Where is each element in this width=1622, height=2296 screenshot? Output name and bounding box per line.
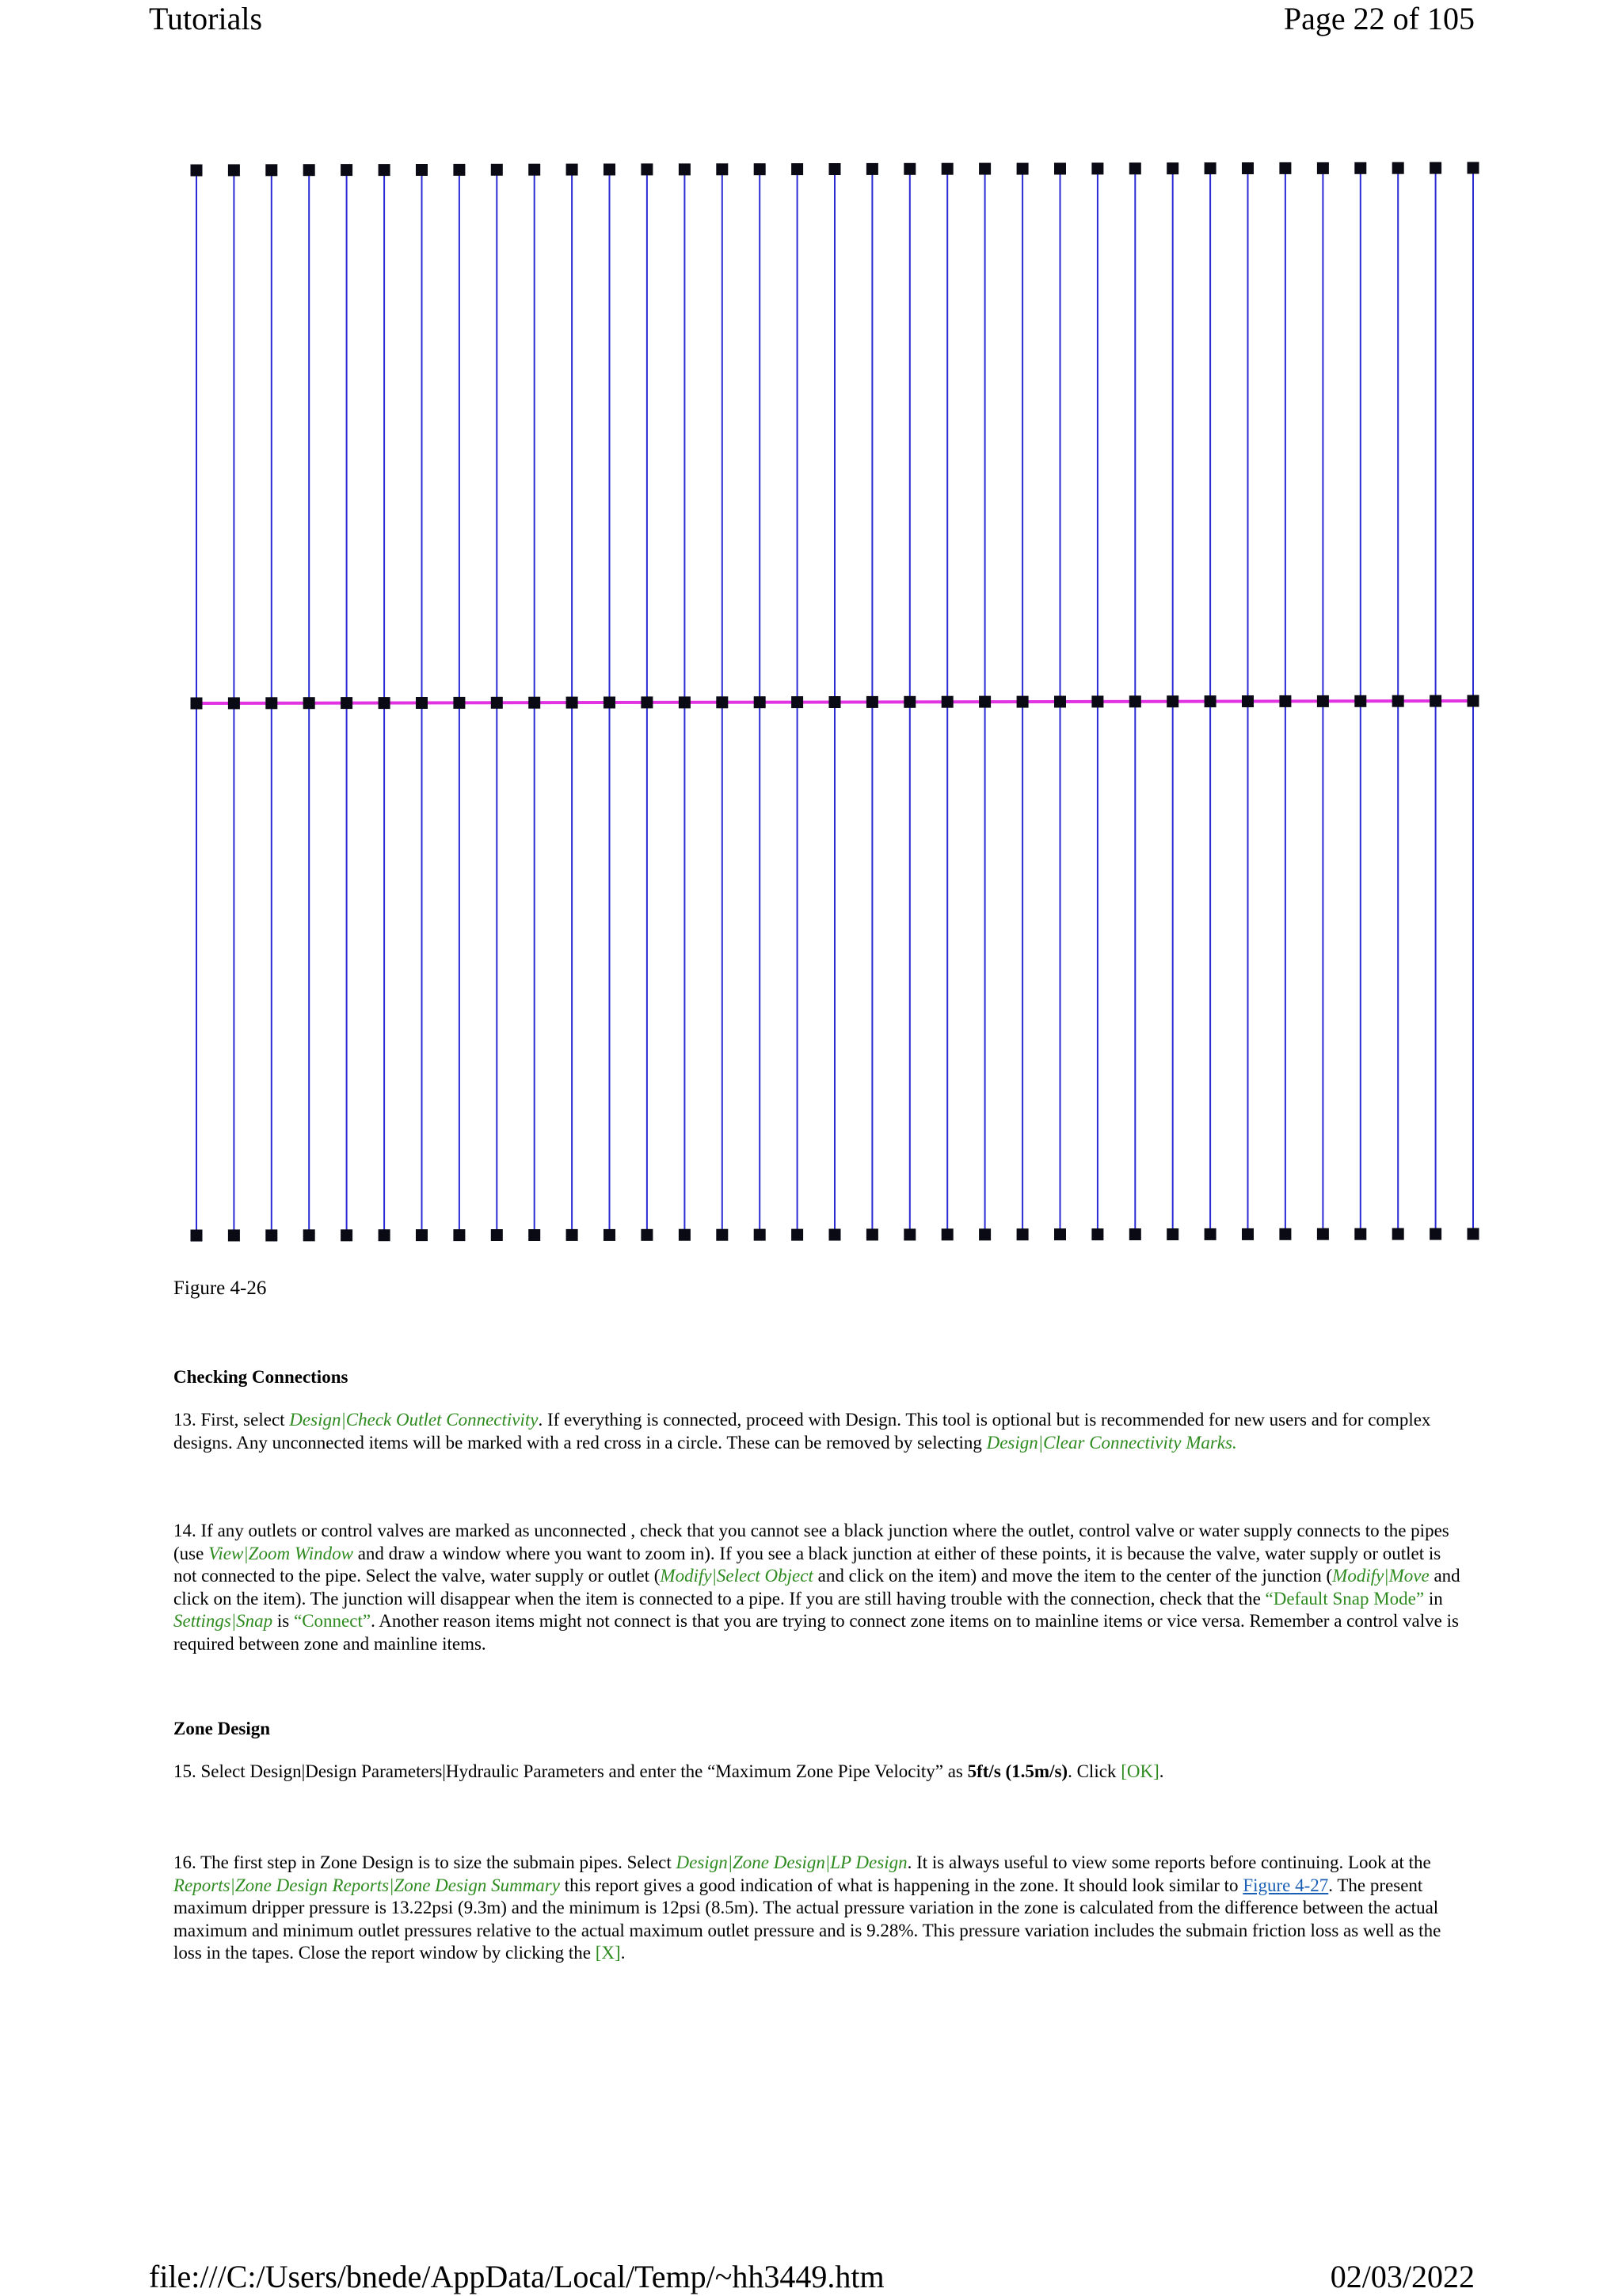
submain-junction (1167, 695, 1178, 707)
lateral-end-junction-bottom (1205, 1228, 1216, 1240)
lateral-end-junction-top (1091, 162, 1103, 174)
lateral-end-junction-bottom (1017, 1228, 1029, 1240)
lateral-end-junction-top (265, 164, 277, 176)
submain-junction (829, 696, 841, 708)
lateral-end-junction-top (603, 164, 615, 176)
lateral-end-junction-top (754, 163, 766, 175)
submain-junction (904, 696, 916, 708)
submain-junction (528, 697, 540, 709)
menu-command-settings-snap: Settings|Snap (173, 1611, 273, 1631)
menu-command-move: Modify|Move (1332, 1566, 1430, 1586)
lateral-end-junction-top (716, 163, 728, 175)
submain-junction (1205, 695, 1216, 707)
lateral-end-junction-top (791, 163, 803, 175)
lateral-end-junction-bottom (679, 1229, 691, 1241)
paragraph-step-16 (173, 1852, 1464, 1965)
lateral-end-junction-top (191, 165, 203, 177)
lateral-end-junction-bottom (1279, 1228, 1291, 1240)
lateral-end-junction-top (1430, 162, 1441, 174)
submain-junction (1392, 695, 1404, 707)
submain-junction (1129, 695, 1141, 707)
submain-junction (1354, 695, 1366, 707)
menu-command-select-object: Modify|Select Object (660, 1566, 813, 1586)
p16-text-c: this report gives a good indication of what is happening in the zone. It should look similar to (559, 1875, 1243, 1895)
submain-junction (979, 696, 991, 708)
paragraph-step-15 (173, 1761, 1464, 1784)
submain-junction (228, 697, 240, 709)
submain-junction (866, 696, 878, 708)
p14-text-c: and click on the item) and move the item to the center of the junction ( (813, 1566, 1333, 1586)
quoted-connect: “Connect” (294, 1611, 371, 1631)
submain-junction (603, 697, 615, 709)
submain-junction (1054, 696, 1066, 708)
submain-junction (341, 697, 352, 709)
header-page-number: Page 22 of 105 (1283, 1, 1475, 36)
menu-command-lp-design: Design|Zone Design|LP Design (676, 1852, 908, 1872)
lateral-end-junction-top (303, 164, 315, 176)
p14-text-e: in (1424, 1588, 1443, 1609)
lateral-end-junction-top (641, 163, 653, 175)
lateral-end-junction-top (1392, 162, 1404, 174)
lateral-end-junction-top (904, 163, 916, 175)
paragraph-step-14 (173, 1520, 1464, 1655)
velocity-value: 5ft/s (1.5m/s) (967, 1761, 1068, 1781)
lateral-end-junction-bottom (979, 1228, 991, 1240)
lateral-end-junction-top (1242, 162, 1254, 174)
lateral-end-junction-bottom (866, 1228, 878, 1240)
ok-button-reference: [OK] (1121, 1761, 1159, 1781)
p16-text-e: . (620, 1943, 626, 1963)
lateral-end-junction-bottom (791, 1229, 803, 1241)
lateral-end-junction-bottom (1242, 1228, 1254, 1240)
lateral-end-junction-bottom (603, 1229, 615, 1241)
header-section-title: Tutorials (149, 1, 263, 36)
lateral-end-junction-bottom (341, 1229, 352, 1241)
submain-junction (1430, 695, 1441, 707)
close-x-button-reference: [X] (595, 1943, 621, 1963)
p14-text-a: 14. If any outlets or control valves are marked as unconnected , check that you cannot see a black junction where the outlet, control valve or water supply connects to the pipes (use (173, 1521, 1449, 1563)
p13-text-b: . If everything is connected, proceed with Design. This tool is optional but is recommended for new users and for complex designs. Any unconnected items will be marked with a red cross in a circle. These can be removed by selecting (173, 1410, 1431, 1453)
submain-junction (379, 697, 390, 709)
lateral-end-junction-top (979, 163, 991, 175)
menu-command-zone-design-summary: Reports|Zone Design Reports|Zone Design Summary (173, 1875, 560, 1895)
submain-junction (1317, 695, 1329, 707)
submain-junction (191, 698, 203, 710)
p15-text-b: . Click (1068, 1761, 1121, 1781)
lateral-end-junction-top (679, 163, 691, 175)
lateral-end-junction-bottom (716, 1229, 728, 1241)
lateral-end-junction-top (1054, 163, 1066, 175)
lateral-end-junction-top (1317, 162, 1329, 174)
lateral-end-junction-bottom (191, 1230, 203, 1242)
lateral-end-junction-top (829, 163, 841, 175)
lateral-end-junction-bottom (1167, 1228, 1178, 1240)
lateral-end-junction-bottom (1091, 1228, 1103, 1240)
lateral-end-junction-bottom (1430, 1228, 1441, 1240)
drip-layout-figure (174, 150, 1479, 1259)
p14-text-d: and click on the item). The junction will disappear when the item is connected to a pipe. If you are still having trouble with the connection, check that the (173, 1566, 1460, 1609)
submain-junction (303, 697, 315, 709)
lateral-end-junction-top (1279, 162, 1291, 174)
lateral-end-junction-bottom (904, 1228, 916, 1240)
p15-text-c: . (1159, 1761, 1164, 1781)
heading-zone-design: Zone Design (173, 1719, 271, 1738)
p14-text-f: is (272, 1611, 294, 1631)
lateral-end-junction-top (1354, 162, 1366, 174)
p16-text-b: . It is always useful to view some reports before continuing. Look at the (907, 1852, 1431, 1872)
lateral-end-junction-top (491, 164, 503, 176)
lateral-end-junction-bottom (1468, 1228, 1479, 1240)
menu-command-clear-connectivity-marks: Design|Clear Connectivity Marks. (986, 1432, 1237, 1453)
lateral-end-junction-bottom (1392, 1228, 1404, 1240)
lateral-end-junction-bottom (1354, 1228, 1366, 1240)
lateral-end-junction-top (1468, 162, 1479, 174)
submain-junction (1279, 695, 1291, 707)
submain-junction (791, 696, 803, 708)
lateral-end-junction-bottom (754, 1229, 766, 1241)
heading-checking-connections: Checking Connections (173, 1367, 348, 1387)
lateral-end-junction-bottom (641, 1229, 653, 1241)
menu-command-check-outlet-connectivity: Design|Check Outlet Connectivity (289, 1410, 539, 1430)
submain-junction (1242, 695, 1254, 707)
submain-junction (566, 697, 578, 709)
footer-date: 02/03/2022 (1330, 2259, 1475, 2294)
submain-junction (942, 696, 954, 708)
p13-text-a: 13. First, select (173, 1410, 290, 1430)
p16-text-a: 16. The first step in Zone Design is to size the submain pipes. Select (173, 1852, 676, 1872)
submain-junction (491, 697, 503, 709)
lateral-end-junction-bottom (1129, 1228, 1141, 1240)
p14-text-b: and draw a window where you want to zoom in). If you see a black junction at either of these points, it is because the valve, water supply or outlet is not connected to the pipe. Select the valve, water supply or outlet ( (173, 1543, 1441, 1586)
lateral-end-junction-top (1017, 163, 1029, 175)
submain-junction (453, 697, 465, 709)
lateral-end-junction-bottom (303, 1229, 315, 1241)
submain-junction (265, 697, 277, 709)
figure-4-27-link[interactable]: Figure 4-27 (1243, 1875, 1329, 1895)
paragraph-step-13 (173, 1409, 1464, 1454)
lateral-end-junction-bottom (528, 1229, 540, 1241)
lateral-end-junction-bottom (1317, 1228, 1329, 1240)
lateral-end-junction-top (1205, 162, 1216, 174)
lateral-end-junction-top (1167, 162, 1178, 174)
submain-junction (641, 696, 653, 708)
lateral-end-junction-bottom (1054, 1228, 1066, 1240)
submain-junction (754, 696, 766, 708)
p14-text-g: . Another reason items might not connect is that you are trying to connect zone items on to mainline items or vice versa. Remember a control valve is required between zone and mainline items. (173, 1611, 1459, 1654)
submain-junction (679, 696, 691, 708)
lateral-end-junction-top (228, 164, 240, 176)
lateral-end-junction-bottom (942, 1228, 954, 1240)
lateral-end-junction-top (453, 164, 465, 176)
lateral-end-junction-bottom (566, 1229, 578, 1241)
lateral-end-junction-bottom (829, 1229, 841, 1241)
submain-junction (716, 696, 728, 708)
lateral-end-junction-top (1129, 162, 1141, 174)
figure-caption: Figure 4-26 (173, 1277, 267, 1299)
p16-text-d: . The present maximum dripper pressure is 13.22psi (9.3m) and the minimum is 12psi (8.5m). The actual pressure variation in the zone is calculated from the difference between the actual maximum and minimum outlet pressures relative to the actual maximum outlet pressure and is 9.28%. This pressure variation includes the submain friction loss as well as the loss in the tapes. Close the report window by clicking the (173, 1875, 1441, 1963)
lateral-end-junction-top (379, 164, 390, 176)
lateral-end-junction-bottom (491, 1229, 503, 1241)
menu-command-zoom-window: View|Zoom Window (208, 1543, 353, 1563)
lateral-end-junction-top (341, 164, 352, 176)
lateral-end-junction-top (566, 164, 578, 176)
lateral-end-junction-top (942, 163, 954, 175)
quoted-default-snap-mode: “Default Snap Mode” (1265, 1588, 1425, 1609)
p15-text-a: 15. Select Design|Design Parameters|Hydraulic Parameters and enter the “Maximum Zone Pipe Velocity” as (173, 1761, 968, 1781)
submain-junction (1017, 696, 1029, 708)
lateral-end-junction-bottom (453, 1229, 465, 1241)
submain-junction (1091, 695, 1103, 707)
submain-junction (1468, 695, 1479, 707)
lateral-end-junction-bottom (265, 1229, 277, 1241)
lateral-end-junction-top (416, 164, 428, 176)
lateral-end-junction-bottom (379, 1229, 390, 1241)
lateral-end-junction-bottom (228, 1229, 240, 1241)
lateral-end-junction-top (528, 164, 540, 176)
footer-file-path: file:///C:/Users/bnede/AppData/Local/Temp/~hh3449.htm (149, 2259, 885, 2294)
lateral-end-junction-top (866, 163, 878, 175)
submain-junction (416, 697, 428, 709)
lateral-end-junction-bottom (416, 1229, 428, 1241)
